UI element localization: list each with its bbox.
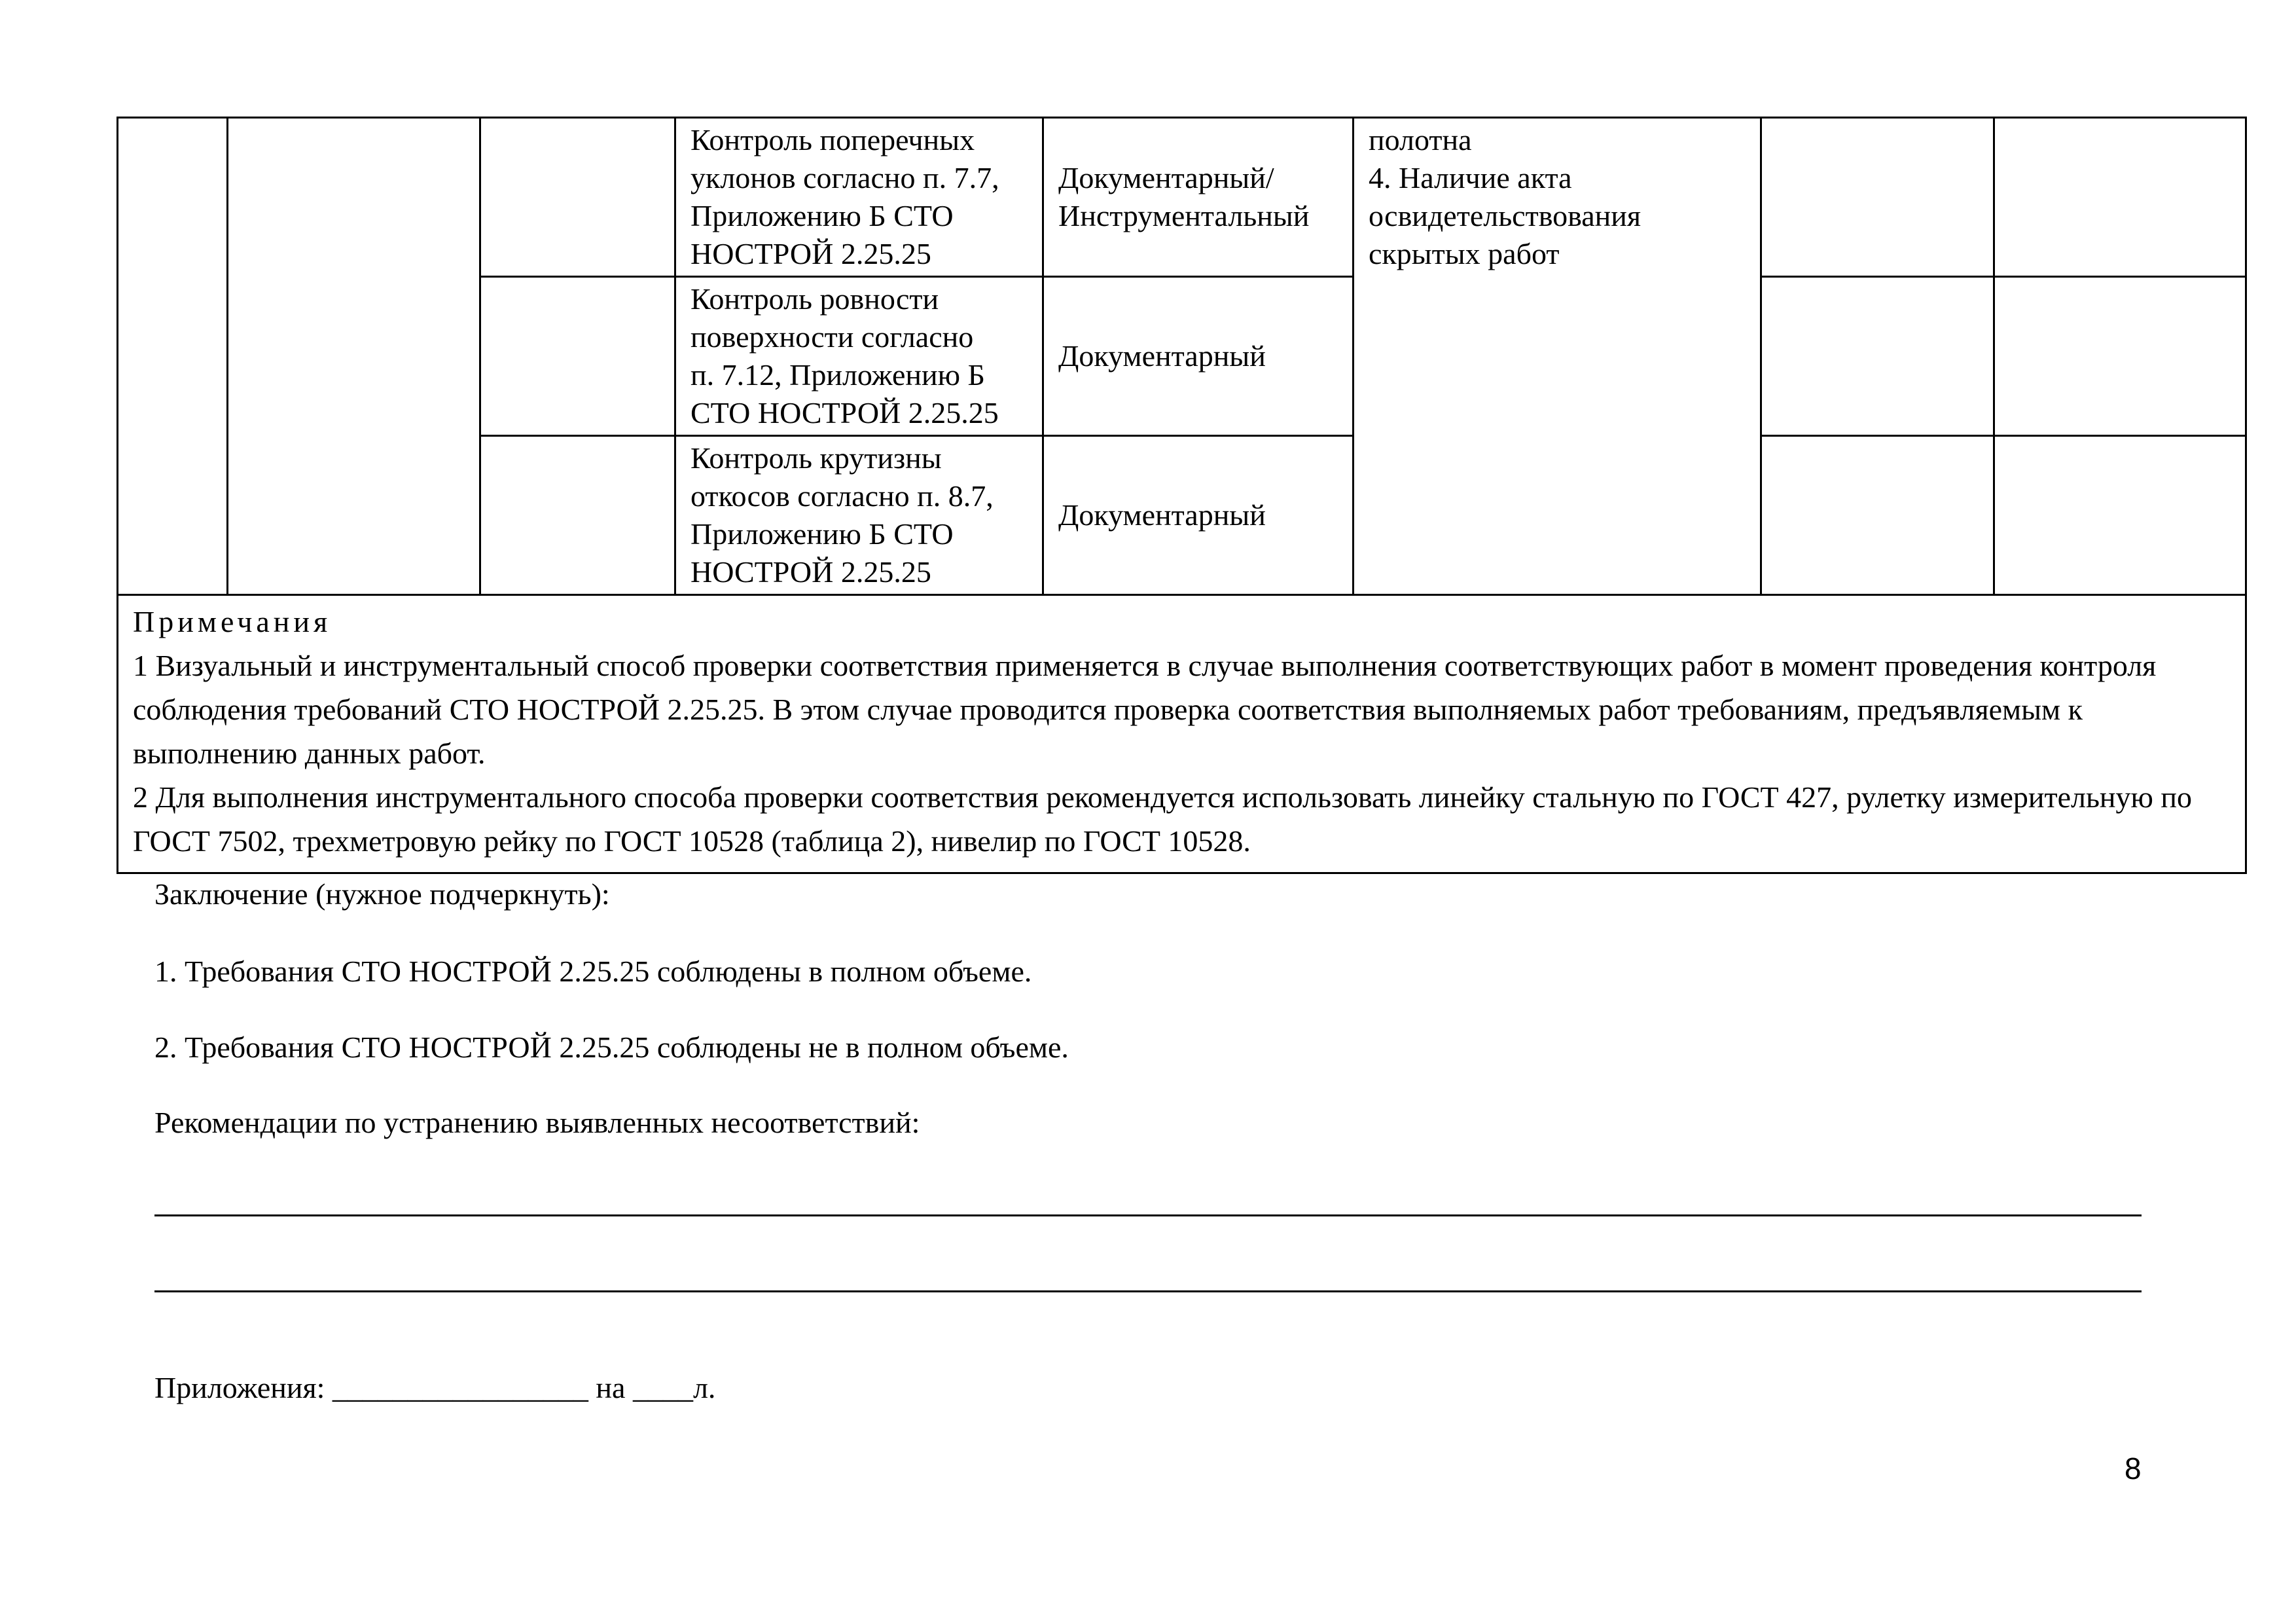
- recommendations-line[interactable]: [154, 1214, 2142, 1216]
- attachments-label: Приложения:: [154, 1371, 325, 1404]
- table-cell-method: Документарный: [1043, 436, 1354, 595]
- note-item: 2 Для выполнения инструментального способа проверки соответствия рекомендуется использовать линейку стальную по ГОСТ 427, рулетку измерительную по ГОСТ 7502, трехметровую рейку по ГОСТ 10528 (таблица 2), нивелир по ГОСТ 10528.: [133, 780, 2193, 858]
- table-cell-empty: [1761, 277, 1994, 436]
- table-cell-empty: [1994, 118, 2246, 277]
- table-cell-empty: [480, 277, 675, 436]
- notes-title: Примечания: [133, 605, 332, 638]
- attachments-line: [154, 1369, 715, 1407]
- notes-row: [118, 595, 2246, 873]
- inspection-table: [117, 117, 2247, 874]
- table-cell-criterion: Контроль ровности поверхности согласно п. 7.12, Приложению Б СТО НОСТРОЙ 2.25.25: [675, 277, 1043, 436]
- attachments-on: на: [596, 1371, 626, 1404]
- table-cell-empty: [1761, 436, 1994, 595]
- table-cell-stage: [228, 118, 480, 595]
- conclusion-title: Заключение (нужное подчеркнуть):: [154, 877, 610, 911]
- table-cell-method: Документарный/ Инструментальный: [1043, 118, 1354, 277]
- attachments-blank[interactable]: _________________: [332, 1371, 588, 1404]
- table-cell-empty: [1761, 118, 1994, 277]
- table-cell-empty: [1994, 277, 2246, 436]
- attachments-suffix: л.: [692, 1371, 716, 1404]
- table-cell-empty: [480, 118, 675, 277]
- conclusion-option-2[interactable]: 2. Требования СТО НОСТРОЙ 2.25.25 соблюдены не в полном объеме.: [154, 1030, 1069, 1064]
- table-cell-method: Документарный: [1043, 277, 1354, 436]
- attachments-pages-blank[interactable]: ____: [632, 1371, 693, 1404]
- table-cell-empty: [1994, 436, 2246, 595]
- table-cell-number: [118, 118, 228, 595]
- note-item: 1 Визуальный и инструментальный способ проверки соответствия применяется в случае выполнения соответствующих работ в момент проведения контроля соблюдения требований СТО НОСТРОЙ 2.25.25. В этом случае проводится проверка соответствия выполняемых работ требованиям, предъявляемым к выполнению данных работ.: [133, 649, 2157, 770]
- conclusion-option-1[interactable]: 1. Требования СТО НОСТРОЙ 2.25.25 соблюдены в полном объеме.: [154, 955, 1032, 988]
- page-number: 8: [2125, 1451, 2142, 1486]
- table-cell-documents: полотна 4. Наличие акта освидетельствования скрытых работ: [1354, 118, 1761, 595]
- recommendations-label: Рекомендации по устранению выявленных несоответствий:: [154, 1106, 920, 1139]
- table-cell-criterion: Контроль поперечных уклонов согласно п. 7.7, Приложению Б СТО НОСТРОЙ 2.25.25: [675, 118, 1043, 277]
- recommendations-line[interactable]: [154, 1290, 2142, 1292]
- table-row: [118, 118, 2246, 277]
- notes-cell: [118, 595, 2246, 873]
- table-cell-empty: [480, 436, 675, 595]
- table-cell-criterion: Контроль крутизны откосов согласно п. 8.7, Приложению Б СТО НОСТРОЙ 2.25.25: [675, 436, 1043, 595]
